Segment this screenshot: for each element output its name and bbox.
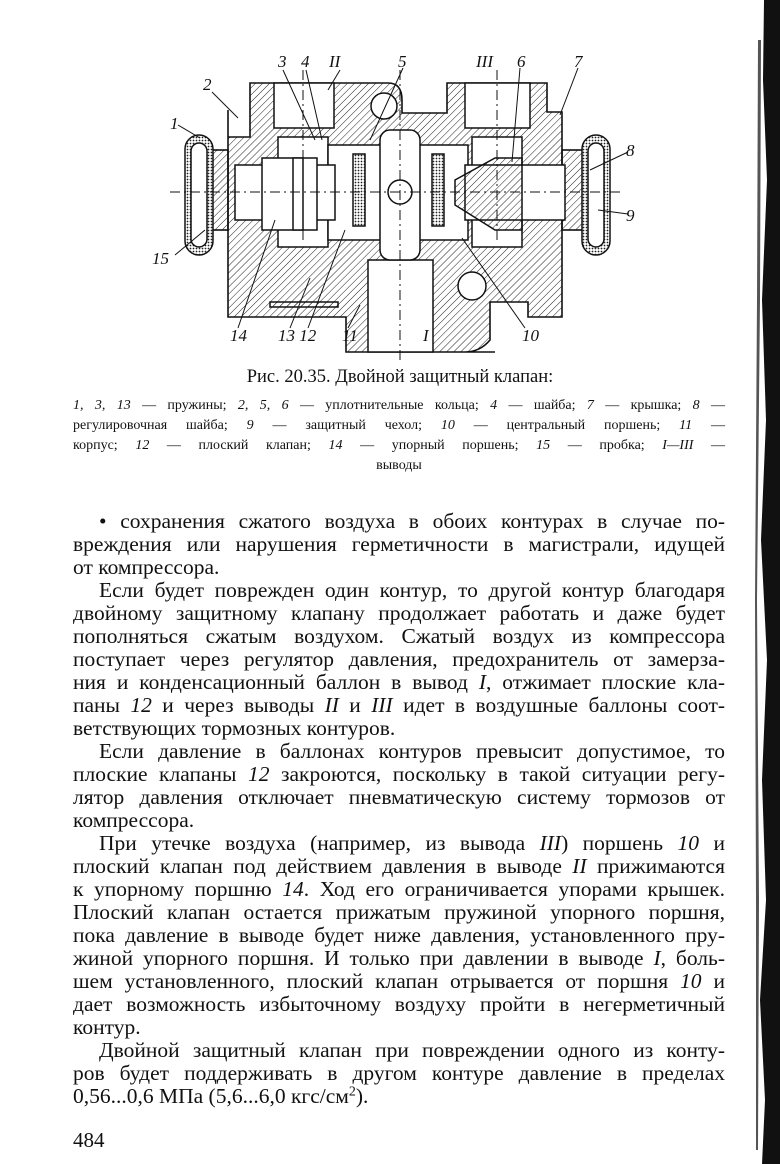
text-run: контур. (73, 1015, 141, 1039)
label-II: II (329, 52, 341, 71)
legend-line-text (73, 416, 725, 436)
text-run: выводы (376, 458, 422, 473)
text-run: регулировочная шайба; (73, 418, 247, 433)
text-line (73, 993, 725, 1016)
text-run: Плоский клапан остается прижатым пружиной упорного поршня, (73, 900, 725, 924)
label-I: I (423, 326, 429, 345)
text-run: — пружины; (130, 398, 238, 413)
text-run: ). (355, 1084, 369, 1108)
text-run: Двойной защитный клапан при повреждении одного из конту- (99, 1038, 725, 1062)
text-run: ния и конденсационный баллон в вывод (73, 670, 479, 694)
text-line (73, 625, 725, 648)
text-run: — крышка; (593, 398, 693, 413)
italic-reference: 2, 5, 6 (237, 398, 289, 413)
text-line (73, 924, 725, 947)
italic-reference: 7 (586, 398, 594, 413)
text-line (73, 855, 725, 878)
body-text (73, 510, 725, 1108)
text-run: к упорному поршню (73, 877, 283, 901)
text-run: • сохранения сжатого воздуха в обоих контурах в случае по- (99, 509, 725, 533)
text-run: двойному защитному клапану продолжает работать и даже будет (73, 601, 725, 625)
text-run: — уплотнительные кольца; (288, 398, 491, 413)
legend-line (73, 456, 725, 476)
text-run: и (338, 693, 372, 717)
label-III: III (476, 52, 493, 71)
italic-reference: II (324, 693, 339, 717)
text-run: , боль- (660, 946, 725, 970)
italic-reference: III (371, 693, 393, 717)
italic-reference: 14 (282, 877, 304, 901)
text-run: пополняться сжатым воздухом. Сжатый воздух из компрессора (73, 624, 725, 648)
text-run: — центральный поршень; (454, 418, 680, 433)
text-line (73, 901, 725, 924)
label-15: 15 (152, 249, 169, 268)
text-run: пока давление в выводе будет ниже давления, установленного пру- (73, 923, 725, 947)
label-2: 2 (203, 75, 212, 94)
legend-line (73, 436, 725, 456)
text-run: компрессора. (73, 808, 195, 832)
text-run: — плоский клапан; (149, 438, 329, 453)
text-run: Если будет поврежден один контур, то другой контур благодаря (99, 578, 725, 602)
paragraph (73, 740, 725, 832)
italic-reference: 8 (692, 398, 700, 413)
italic-reference: I (478, 670, 486, 694)
italic-reference: 10 (680, 969, 702, 993)
text-line (73, 786, 725, 809)
text-run: от компрессора. (73, 555, 220, 579)
scan-edge-shadow (750, 0, 780, 1164)
italic-reference: 9 (246, 418, 254, 433)
text-line (73, 602, 725, 625)
italic-reference: I (653, 946, 661, 970)
legend-line-text (376, 456, 422, 476)
text-line (73, 878, 725, 901)
text-line (73, 832, 725, 855)
italic-reference: 12 (135, 438, 150, 453)
paragraph (73, 832, 725, 1039)
text-line (73, 579, 725, 602)
text-run: . Ход его ограничивается упорами крышек. (303, 877, 725, 901)
label-14: 14 (230, 326, 247, 345)
text-run: При утечке воздуха (например, из вывода (99, 831, 540, 855)
page-number: 484 (73, 1128, 105, 1152)
text-run: идет в воздушные баллоны соот- (392, 693, 726, 717)
label-3: 3 (278, 52, 287, 71)
text-run: ветствующих тормозных контуров. (73, 716, 396, 740)
legend-line-text (73, 436, 725, 456)
italic-reference: 12 (130, 693, 152, 717)
label-6: 6 (517, 52, 526, 71)
text-run: и через выводы (151, 693, 325, 717)
text-line (73, 694, 725, 717)
italic-reference: I—III (662, 438, 694, 453)
text-line (73, 510, 725, 533)
legend-line-text (73, 396, 725, 416)
text-run: вреждения или нарушения герметичности в магистрали, идущей (73, 532, 725, 556)
label-8: 8 (626, 141, 635, 160)
text-line (73, 740, 725, 763)
text-run: плоские клапаны (73, 762, 248, 786)
text-run: корпус; (73, 438, 136, 453)
text-run: 0,56...0,6 МПа (5,6...6,0 кгс/см (73, 1084, 349, 1108)
text-line (73, 556, 725, 579)
text-line (73, 533, 725, 556)
text-line (73, 671, 725, 694)
valve-diagram-figure (150, 40, 650, 360)
text-line (73, 1085, 725, 1108)
italic-reference: 14 (328, 438, 343, 453)
label-4: 4 (301, 52, 310, 71)
label-5: 5 (398, 52, 407, 71)
italic-reference: 1, 3, 13 (73, 398, 131, 413)
text-line (73, 1062, 725, 1085)
text-run: ров будет поддерживать в другом контуре давление в пределах (73, 1061, 725, 1085)
text-run: — (693, 438, 726, 453)
italic-reference: 15 (536, 438, 551, 453)
text-run: закроются, поскольку в такой ситуации регу- (269, 762, 725, 786)
text-run: плоский клапан под действием давления в выводе (73, 854, 573, 878)
label-13-12: 13 12 (278, 326, 317, 345)
text-run: ) поршень (561, 831, 678, 855)
text-line (73, 970, 725, 993)
italic-reference: 12 (248, 762, 270, 786)
italic-reference: 10 (677, 831, 700, 855)
text-line (73, 1016, 725, 1039)
text-line (73, 1039, 725, 1062)
legend-line (73, 416, 725, 436)
label-11: 11 (342, 326, 358, 345)
text-run: Если давление в баллонах контуров превысит допустимое, то (99, 739, 725, 763)
label-7: 7 (574, 52, 583, 71)
superscript: 2 (348, 1084, 356, 1100)
text-run: , отжимает плоские кла- (486, 670, 725, 694)
text-run: — защитный чехол; (253, 418, 441, 433)
paragraph (73, 1039, 725, 1108)
text-run: поступает через регулятор давления, предохранитель от замерза- (73, 647, 725, 671)
text-line (73, 947, 725, 970)
text-run: — пробка; (550, 438, 663, 453)
text-run: лятор давления отключает пневматическую систему тормозов от (73, 785, 725, 809)
text-run: паны (73, 693, 131, 717)
text-run: жиной упорного поршня. И только при давлении в выводе (73, 946, 654, 970)
italic-reference: III (539, 831, 562, 855)
text-line (73, 763, 725, 786)
text-run: и (701, 969, 725, 993)
text-run: — (692, 418, 725, 433)
paragraph (73, 510, 725, 579)
paragraph (73, 579, 725, 740)
text-run: — упорный поршень; (342, 438, 537, 453)
text-run: дает возможность избыточному воздуху пройти в негерметичный (73, 992, 725, 1016)
label-1: 1 (170, 114, 179, 133)
valve-cross-section-drawing (150, 40, 650, 360)
label-10: 10 (522, 326, 539, 345)
text-run: прижимаются (586, 854, 725, 878)
text-line (73, 809, 725, 832)
italic-reference: 11 (679, 418, 693, 433)
label-9: 9 (626, 206, 635, 225)
italic-reference: 10 (440, 418, 455, 433)
text-run: — шайба; (497, 398, 587, 413)
text-line (73, 717, 725, 740)
figure-legend (73, 396, 725, 476)
text-run: — (699, 398, 726, 413)
figure-caption-title: Рис. 20.35. Двойной защитный клапан: (246, 367, 554, 387)
text-line (73, 648, 725, 671)
text-run: и (699, 831, 725, 855)
text-run: шем установленного, плоский клапан отрывается от поршня (73, 969, 681, 993)
italic-reference: II (572, 854, 587, 878)
italic-reference: 4 (490, 398, 498, 413)
legend-line (73, 396, 725, 416)
